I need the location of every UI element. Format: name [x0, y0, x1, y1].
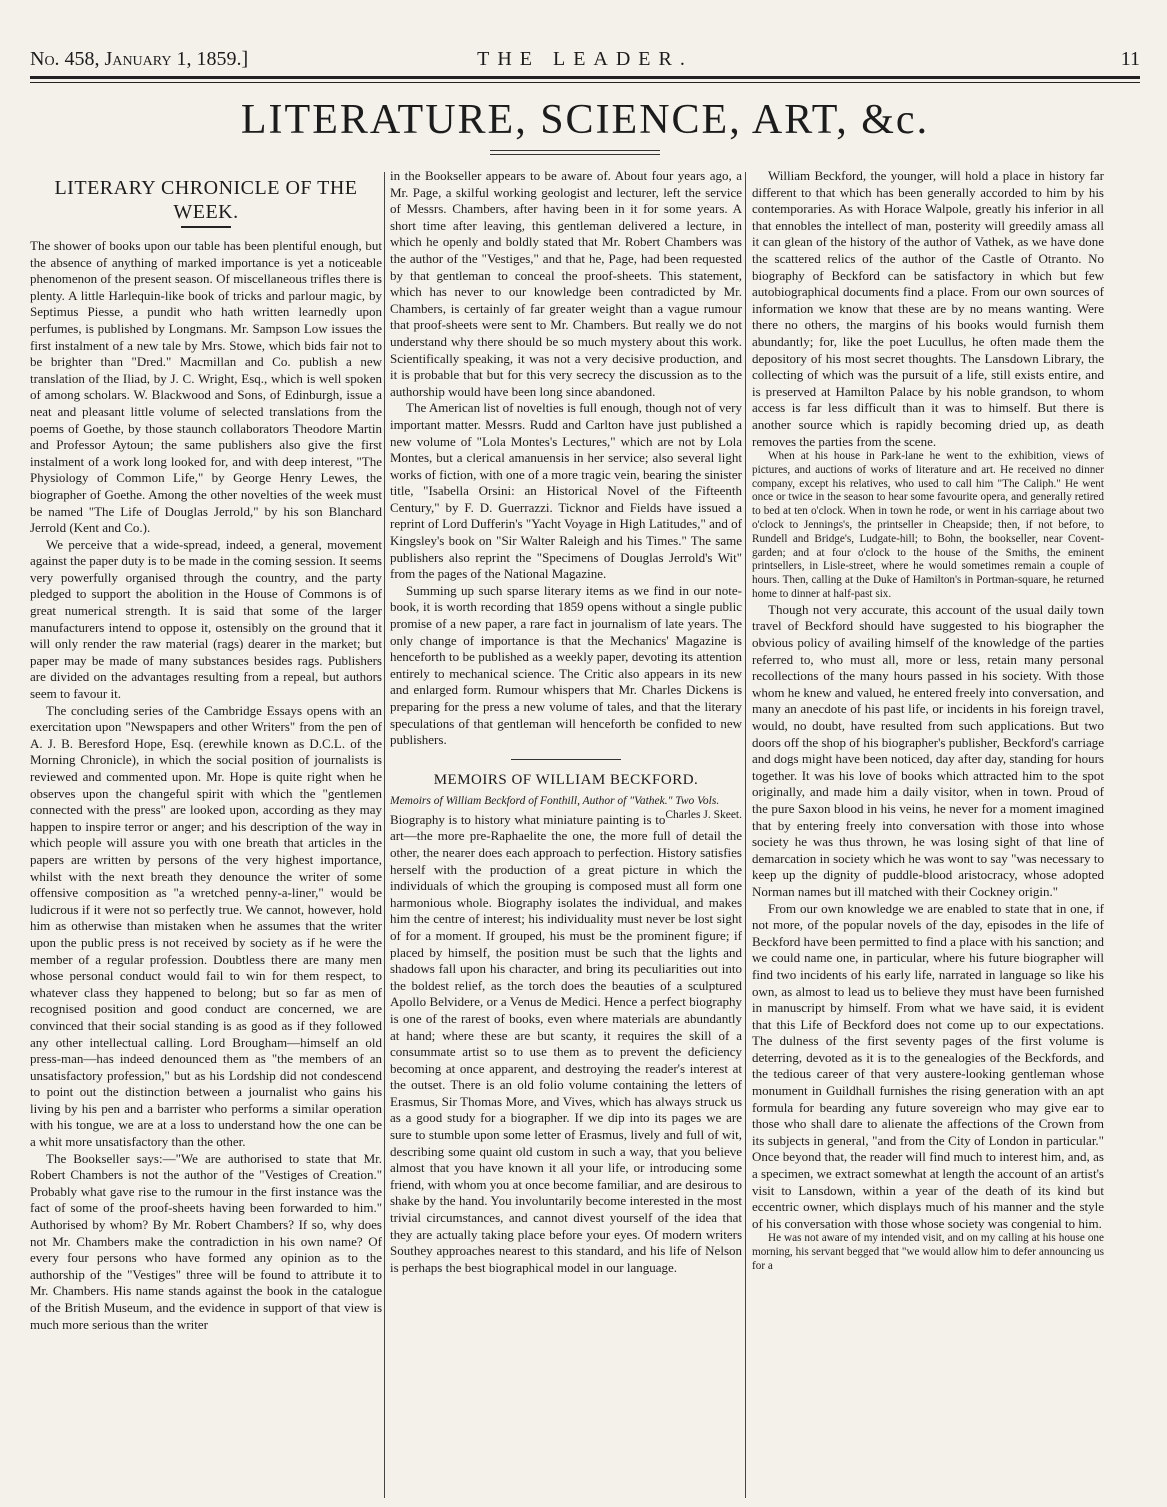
heading-ornament — [181, 226, 231, 228]
review-extract-1: When at his house in Park-lane he went to the exhibition, views of pictures, and auctions of works of literature and art. He received no dinner company, except his relatives, who used to call him "The Caliph." He went once or twice in the season to hear some favourite opera, and generally retired to bed at ten o'clock. When in town he rode, or went in his carriage about two o'clock to Jennings's, the printseller in Cheapside; then, if not before, to Rundell and Bridge's, Ludgate-hill; to Bohn, the bookseller, near Covent-garden; and at four o'clock to the house of the Smiths, the eminent printsellers, in Lisle-street, where he would sometimes remain a couple of hours. Then, calling at the Duke of Hamilton's in Portman-square, he returned home to dinner at half-past six. — [752, 450, 1104, 601]
book-title: Memoirs of William Beckford of Fonthill, Author of "Vathek." Two Vols. — [390, 794, 720, 807]
column-2 — [390, 168, 742, 1498]
chronicle-paragraph-5: in the Bookseller appears to be aware of. About four years ago, a Mr. Page, a skilful working geologist and lecturer, left the service of Messrs. Chambers, after having been in it for some years. A short time after leaving, this gentleman delivered a lecture, in which he openly and boldly stated that Mr. Robert Chambers was the author of the "Vestiges," and that he, Page, had been requested by that gentleman to conceal the proof-sheets. This statement, which has never to our knowledge been contradicted by Mr. Chambers, is certainly of far greater weight than a vague rumour that proof-sheets were sent to Mr. Chambers. But really we do not understand why there should be so much mystery about this work. Scientifically speaking, it was not a very decisive production, and it is probable that but for this very secrecy the discussion as to the authorship would have been long since abandoned. — [390, 168, 742, 399]
book-citation — [390, 794, 742, 821]
chronicle-paragraph-3: The concluding series of the Cambridge Essays opens with an exercitation upon "Newspapers and other Writers" from the pen of A. J. B. Beresford Hope, Esq. (erewhile known as D.C.L. of the Morning Chronicle), in which the social position of journalists is reviewed and commented upon. Mr. Hope is quite right when he observes upon the changeful spirit with which the "gentlemen connected with the press" are looked upon, according as they may happen to inspire terror or anger; and his description of the way in which people will assure you with one breath that articles in the papers are written by persons of the very highest importance, whilst with the next breath they denounce the writer of some offensive composition as "a wretched penny-a-liner," would be ludicrous if it were not so perfectly true. We cannot, however, hold him as otherwise than mistaken when he assumes that the writer upon the public press is not received by society as if he were the member of a regular profession. Doubtless there are many men whose personal conduct would fail to win for them respect, to whatever class they happened to belong; but so far as men of recognised position and good conduct are concerned, we are convinced that their social standing is as good as if they followed any other intellectual calling. Lord Brougham—himself an old press-man—has indeed denounced them as "the members of an unsatisfactory profession," but as his Lordship did not condescend to point out the distinction between a journalist who gains his living by his pen and a barrister who performs a similar operation with his tongue, we are at a loss to understand how the one can be a whit more unsatisfactory than the other. — [30, 702, 382, 1150]
header-rule-thick — [30, 76, 1140, 79]
literary-chronicle-heading: LITERARY CHRONICLE OF THE WEEK. — [54, 177, 358, 223]
page-number: 11 — [1120, 48, 1140, 70]
chronicle-paragraph-7: Summing up such sparse literary items as we find in our note-book, it is worth recording that 1859 opens without a single public promise of a new paper, a rare fact in journalism of late years. The only change of importance is that the Mechanics' Magazine is henceforth to be published as a weekly paper, devoting its attention entirely to mechanical science. The Critic also appears in its new and enlarged form. Rumour whispers that Mr. Charles Dickens is preparing for the press a new volume of tales, and that the literary speculations of that gentleman will henceforth be confided to new publishers. — [390, 582, 742, 748]
chronicle-paragraph-2: We perceive that a wide-spread, indeed, a general, movement against the paper duty is to be made in the coming session. It seems very powerfully organised through the country, and the party pledged to support the abolition in the House of Commons is of great numerical strength. It is said that some of the larger manufacturers intend to oppose it, ostensibly on the ground that it will only render the raw material (rags) dearer in the market; but paper may be made of many substances besides rags. Publishers are divided on the advantages resulting from a repeal, but authors seem to favour it. — [30, 536, 382, 702]
chronicle-paragraph-4: The Bookseller says:—"We are authorised to state that Mr. Robert Chambers is not the author of the "Vestiges of Creation." Probably what gave rise to the rumour in the first instance was the fact of some of the proof-sheets having been forwarded to him." Authorised by whom? By Mr. Robert Chambers? If so, why does not Mr. Chambers make the contradiction in his own name? Of every four persons who have formed any opinion as to the authorship of the "Vestiges" three will be found to attribute it to Mr. Chambers. His name stands against the book in the catalogue of the British Museum, and the evidence in support of that view is much more serious than the writer — [30, 1150, 382, 1332]
section-divider — [511, 759, 621, 760]
review-paragraph-2: William Beckford, the younger, will hold a place in history far different to that which has been generally accorded to him by his contemporaries. As with Horace Walpole, greatly his inferior in all that ennobles the intellect of man, posterity will greedily amass all it can glean of the history of the author of Vathek, as we have done the scattered relics of the author of the Castle of Otranto. No biography of Beckford can be satisfactory in which but few autobiographical documents find a place. From our own sources of information we know that these are by no means wanting. Were there no others, the margins of his books would furnish them abundantly; for, like the poet Lucullus, he often made them the depository of his most secret thoughts. The Lansdown Library, the collecting of which was the pursuit of a life, still exists entire, and is preserved at Hamilton Palace by his noble grandson, to whom access is far less difficult than it was to himself. But there is another source which is rapidly becoming dried up, as death removes the parties from the scene. — [752, 168, 1104, 449]
chronicle-paragraph-1: The shower of books upon our table has been plentiful enough, but the absence of anything of marked importance is yet a noticeable phenomenon of the present season. Of miscellaneous trifles there is plenty. A little Harlequin-like book of tricks and parlour magic, by Septimus Piesse, a pundit who hath written learnedly upon perfumes, is published by Longmans. Mr. Sampson Low issues the first instalment of a new tale by Mrs. Stowe, which bids fair not to be brighter than "Dred." Macmillan and Co. publish a new translation of the Iliad, by J. C. Wright, Esq., which is well spoken of among scholars. W. Blackwood and Sons, of Edinburgh, issue a neat and pleasant little volume of selected translations from the poems of Goethe, by those staunch collaborators Theodore Martin and Professor Aytoun; the same publishers also give the first instalment of a work long looked for, and with deep interest, "The Physiology of Common Life," by George Henry Lewes, the biographer of Goethe. Among the other novelties of the week must be named "The Life of Douglas Jerrold," by his son Blanchard Jerrold (Kent and Co.). — [30, 238, 382, 536]
review-paragraph-4: From our own knowledge we are enabled to state that in one, if not more, of the popular novels of the day, episodes in the life of Beckford have been permitted to find a place with his sanction; and we could name one, in particular, where his future biographer will find two incidents of his early life, narrated in language so like his own, as almost to lead us to believe they must have been furnished in manuscript by himself. From what we have said, it is evident that this Life of Beckford does not come up to our expectations. The dulness of the first seventy pages of the first volume is deterring, devoted as it is to the genealogies of the Beckfords, and the tedious career of that very austere-looking gentleman whose monument in Guildhall furnishes the rising generation with an apt formula for bearding any future sovereign who may give ear to those who shall dare to alienate the affections of the Crown from its subjects in general, "and from the City of London in particular." Once beyond that, the reader will find much to interest him, and, as a specimen, we extract somewhat at length the account of an artist's visit to Lansdown, within a year of the death of its kind but eccentric owner, which displays much of his manner and the style of his conversation with those whose society was congenial to him. — [752, 900, 1104, 1231]
review-extract-2: He was not aware of my intended visit, and on my calling at his house one morning, his servant begged that "we would allow him to defer announcing us for a — [752, 1232, 1104, 1273]
issue-date: No. 458, January 1, 1859.] — [30, 48, 249, 70]
header-rule-thin — [30, 82, 1140, 83]
column-rule-1 — [384, 172, 385, 1498]
page-header — [30, 46, 1140, 72]
column-3 — [752, 168, 1104, 1498]
chronicle-paragraph-6: The American list of novelties is full enough, though not of very important matter. Messrs. Rudd and Carlton have just published a new volume of "Lola Montes's Lectures," which are not by Lola Montes, but a clerical amanuensis in her service; also several light works of fiction, with one of a more tragic vein, bearing the sinister title, "Isabella Orsini: an Historical Novel of the Fifteenth Century," by F. D. Guerrazzi. Ticknor and Fields have issued a reprint of Lord Dufferin's "Yacht Voyage in High Latitudes," and of Kingsley's book on "Sir Walter Raleigh and his Times." The same publishers also reprint the "Specimens of Douglas Jerrold's Wit" from the pages of the National Magazine. — [390, 400, 742, 582]
column-rule-2 — [745, 172, 746, 1498]
review-paragraph-3: Though not very accurate, this account of the usual daily town travel of Beckford should have suggested to his biographer the obvious policy of availing himself of the knowledge of the parties referred to, who must all, more or less, retain many personal recollections of the many hours passed in his society. With those whom he knew and valued, he entered freely into conversation, and many an anecdote of his past life, or incidents in his foreign travel, would, no doubt, have resulted from such applications. But two doors off the shop of his biographer's publisher, Beckford's carriage and dogs might have been noticed, day after day, standing for hours together. It was his love of books which attracted him to the spot originally, and made him a daily visitor, when in town. Proud of the pure Saxon blood in his veins, he never for a moment imagined that by entering freely into conversation with those into whose society he was thus thrown, he was losing sight of that line of demarcation in society which he was wont to say "was necessary to keep up the dignity of puddle-blood aristocracy, whose adopted Norman names but ill matched with their Cockney origin." — [752, 601, 1104, 899]
section-title: LITERATURE, SCIENCE, ART, &c. — [240, 97, 930, 143]
column-1 — [30, 168, 382, 1498]
review-paragraph-1: Biography is to history what miniature painting is to art—the more pre-Raphaelite the one, the more full of detail the other, the nearer does each approach to perfection. History satisfies herself with the production of a great picture in which the individuals of which the grouping is composed must all form one harmonious whole. Biography isolates the individual, and makes him the centre of interest; his individuality must never be lost sight of for a moment. If grouped, his must be the prominent figure; if placed by himself, the position must be such that the lights and shadows fall upon his character, and bring its peculiarities out into the boldest relief, as the torch does the beauties of a sculptured Apollo Belvidere, or a Venus de Medici. Hence a perfect biography is one of the rarest of books, even where materials are abundantly at hand; where these are but scanty, it requires the skill of a consummate artist so to use them as to prevent the deficiency becoming at once apparent, and destroying the reader's interest at the outset. There is an old folio volume containing the letters of Erasmus, Sir Thomas More, and Vives, which has always struck us as a good study for a biographer. If we dip into its pages we are sure to stumble upon some letter of Erasmus, lively and full of wit, describing some quaint old custom in such a way, that you believe almost that you have known it all your life, or introducing some friend, with whom you at once become familiar, and are desirous to shake by the hand. You involuntarily become interested in the most trivial circumstances, and cannot divest yourself of the idea that they are actually taking place before your eyes. Of modern writers Southey approaches nearest to this standard, and his life of Nelson is perhaps the best biographical model in our language. — [390, 811, 742, 1275]
beckford-review-heading: MEMOIRS OF WILLIAM BECKFORD. — [433, 771, 699, 788]
title-rule-1 — [490, 150, 660, 151]
book-publisher: Charles J. Skeet. — [665, 808, 742, 821]
masthead: THE LEADER. — [477, 48, 693, 70]
title-rule-2 — [490, 154, 660, 155]
